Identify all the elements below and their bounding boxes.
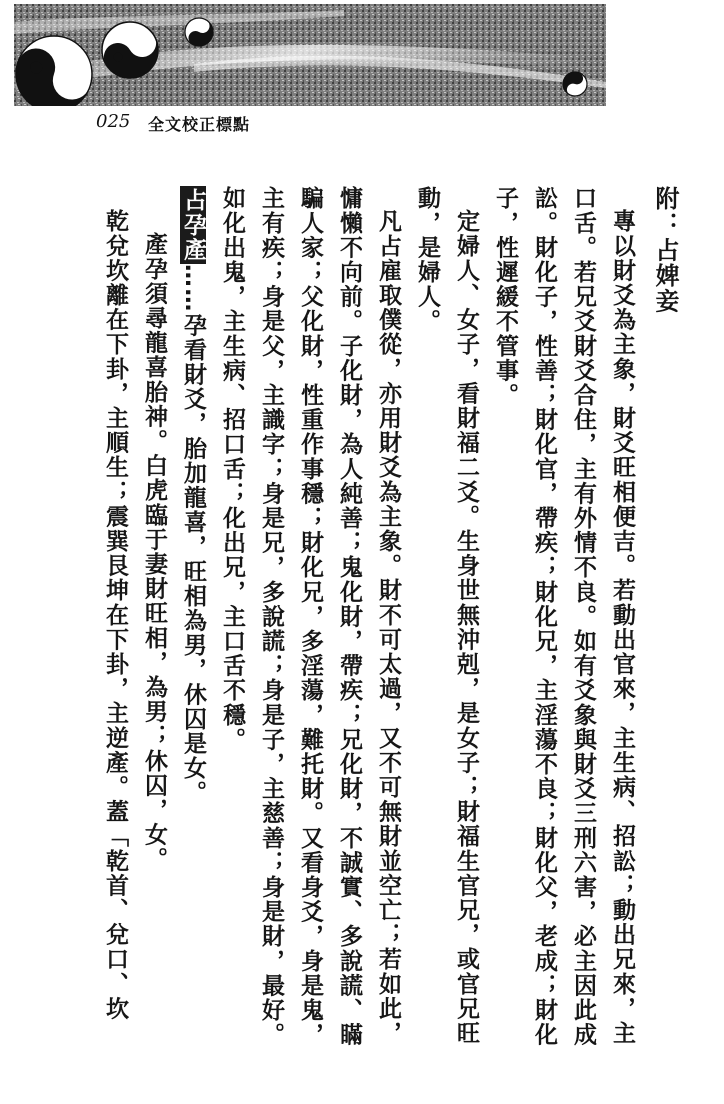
banner-art bbox=[14, 4, 606, 106]
paragraph-5: 乾兌坎離在下卦，主順生；震巽艮坤在下卦，主逆產。蓋「乾首、兌口、坎 bbox=[102, 209, 128, 1021]
body-text-column bbox=[34, 186, 684, 1066]
section-2-heading-line bbox=[173, 186, 212, 1066]
paragraph-2: 定婦人、女子，看財福二爻。生身世無沖剋，是女子；財福生官兄，或官兄旺動，是婦人。 bbox=[414, 186, 479, 1046]
decorative-banner bbox=[14, 4, 606, 106]
paragraph-1: 專以財爻為主象，財爻旺相便吉。若動出官來，主生病、招訟；動出兄來，主口舌。若兄爻財爻合住，主有外情不良。如有爻象與財爻三刑六害，必主因此成訟。財化子，性善；財化官，帶疾；財化兄，主淫蕩不良；財化父，老成；財化子，性遲緩不管事。 bbox=[492, 186, 635, 1047]
running-header-title: 全文校正標點 bbox=[148, 115, 251, 134]
section-title: 附：占婢妾 bbox=[651, 186, 679, 314]
paragraph-4: 產孕須尋龍喜胎神。白虎臨于妻財旺相，為男；休囚，女。 bbox=[141, 232, 167, 872]
page-number: 025 bbox=[96, 111, 131, 132]
section-2-label: 占孕產 bbox=[180, 188, 206, 262]
section-2-rest: ……孕看財爻，胎加龍喜，旺相為男，休囚是女。 bbox=[180, 263, 206, 806]
paragraph-3: 凡占雇取僕從，亦用財爻為主象。財不可太過，又不可無財並空亡；若如此，慵懶不向前。子化財，為人純善；鬼化財，帶疾；兄化財，不誠實、多說謊、瞞騙人家；父化財，性重作事穩；財化兄，多淫蕩，難托財。又看身爻，身是鬼，主有疾；身是父，主識字；身是兄，多說謊；身是子，主慈善；身是財，最好。如化出鬼，主生病、招口舌；化出兄，主口舌不穩。 bbox=[219, 186, 401, 1047]
